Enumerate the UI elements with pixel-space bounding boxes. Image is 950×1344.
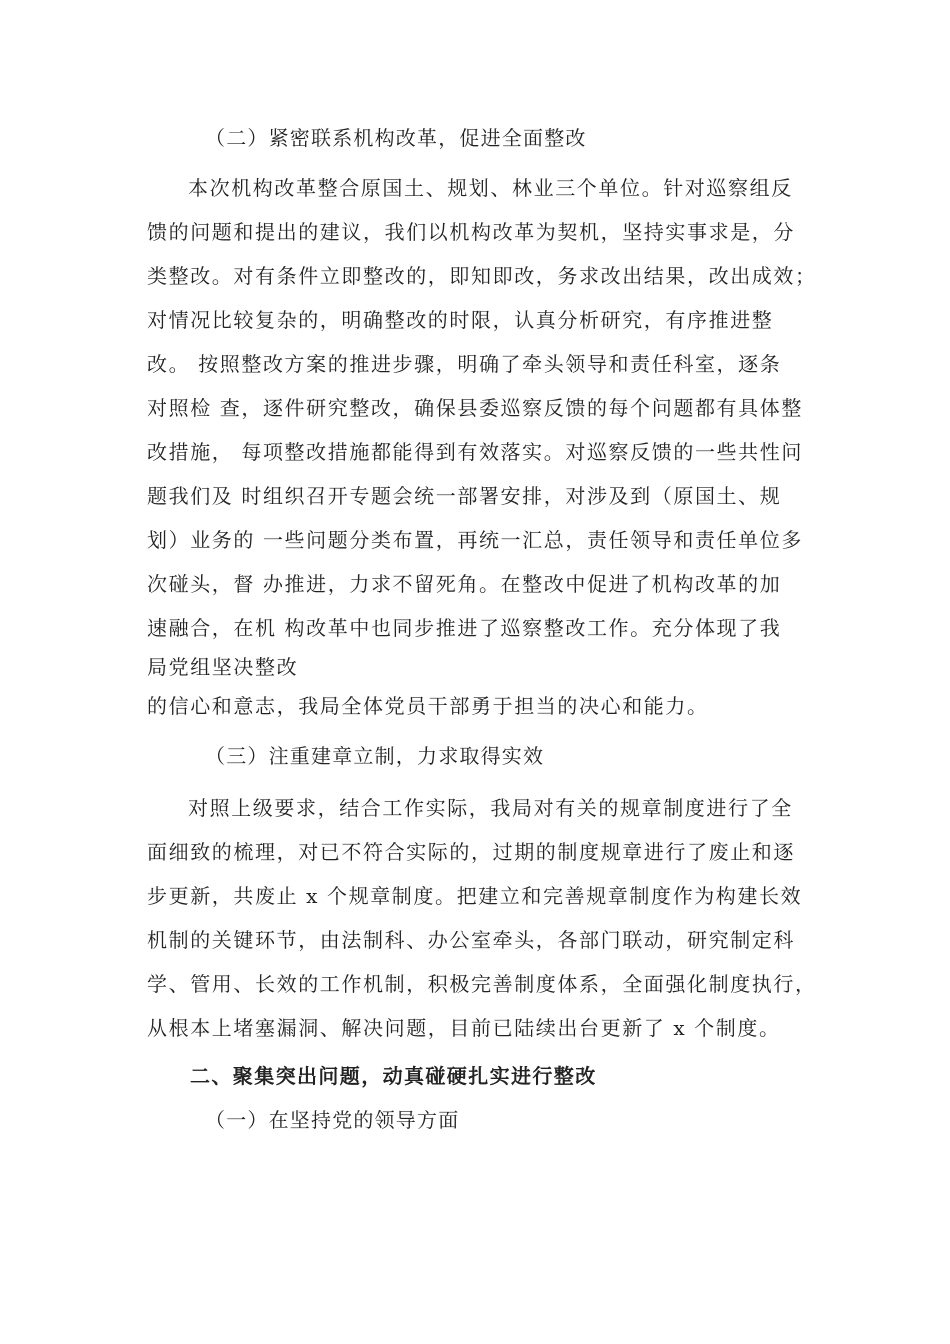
paragraph-line: 馈的问题和提出的建议，我们以机构改革为契机，坚持实事求是，分 — [147, 220, 795, 244]
paragraph-line: 划）业务的 一些问题分类布置，再统一汇总，责任领导和责任单位多 — [147, 528, 803, 552]
section-heading-two: 二、聚集突出问题，动真碰硬扎实进行整改 — [190, 1064, 597, 1088]
subsection-heading-2: （二）紧密联系机构改革，促进全面整改 — [205, 126, 587, 150]
paragraph-line: 局党组坚决整改 — [147, 655, 299, 679]
paragraph-line: 对情况比较复杂的，明确整改的时限，认真分析研究，有序推进整 — [147, 308, 774, 332]
paragraph-line: 改措施， 每项整改措施都能得到有效落实。对巡察反馈的一些共性问 — [147, 440, 803, 464]
paragraph-line: 次碰头，督 办推进，力求不留死角。在整改中促进了机构改革的加 — [147, 572, 782, 596]
paragraph-line: 类整改。对有条件立即整改的，即知即改，务求改出结果，改出成效； — [147, 264, 817, 288]
subsection-heading-3: （三）注重建章立制，力求取得实效 — [205, 744, 545, 768]
paragraph-line: 对照上级要求，结合工作实际，我局对有关的规章制度进行了全 — [188, 796, 793, 820]
paragraph-line: 机制的关键环节，由法制科、办公室牵头，各部门联动，研究制定科 — [147, 928, 795, 952]
paragraph-line: 面细致的梳理，对已不符合实际的，过期的制度规章进行了废止和逐 — [147, 840, 795, 864]
paragraph-line: 对照检 查，逐件研究整改，确保县委巡察反馈的每个问题都有具体整 — [147, 396, 803, 420]
paragraph-line: 步更新，共废止 x 个规章制度。把建立和完善规章制度作为构建长效 — [147, 884, 803, 908]
paragraph-line: 改。 按照整改方案的推进步骤，明确了牵头领导和责任科室，逐条 — [147, 352, 782, 376]
paragraph-line: 本次机构改革整合原国土、规划、林业三个单位。针对巡察组反 — [188, 176, 793, 200]
paragraph-line: 的信心和意志，我局全体党员干部勇于担当的决心和能力。 — [147, 694, 709, 718]
paragraph-line: 从根本上堵塞漏洞、解决问题，目前已陆续出台更新了 x 个制度。 — [147, 1016, 781, 1040]
subsection-heading-1: （一）在坚持党的领导方面 — [205, 1108, 460, 1132]
paragraph-line: 题我们及 时组织召开专题会统一部署安排，对涉及到（原国土、规 — [147, 484, 782, 508]
paragraph-line: 速融合，在机 构改革中也同步推进了巡察整改工作。充分体现了我 — [147, 616, 782, 640]
paragraph-line: 学、管用、长效的工作机制，积极完善制度体系，全面强化制度执行， — [147, 972, 817, 996]
